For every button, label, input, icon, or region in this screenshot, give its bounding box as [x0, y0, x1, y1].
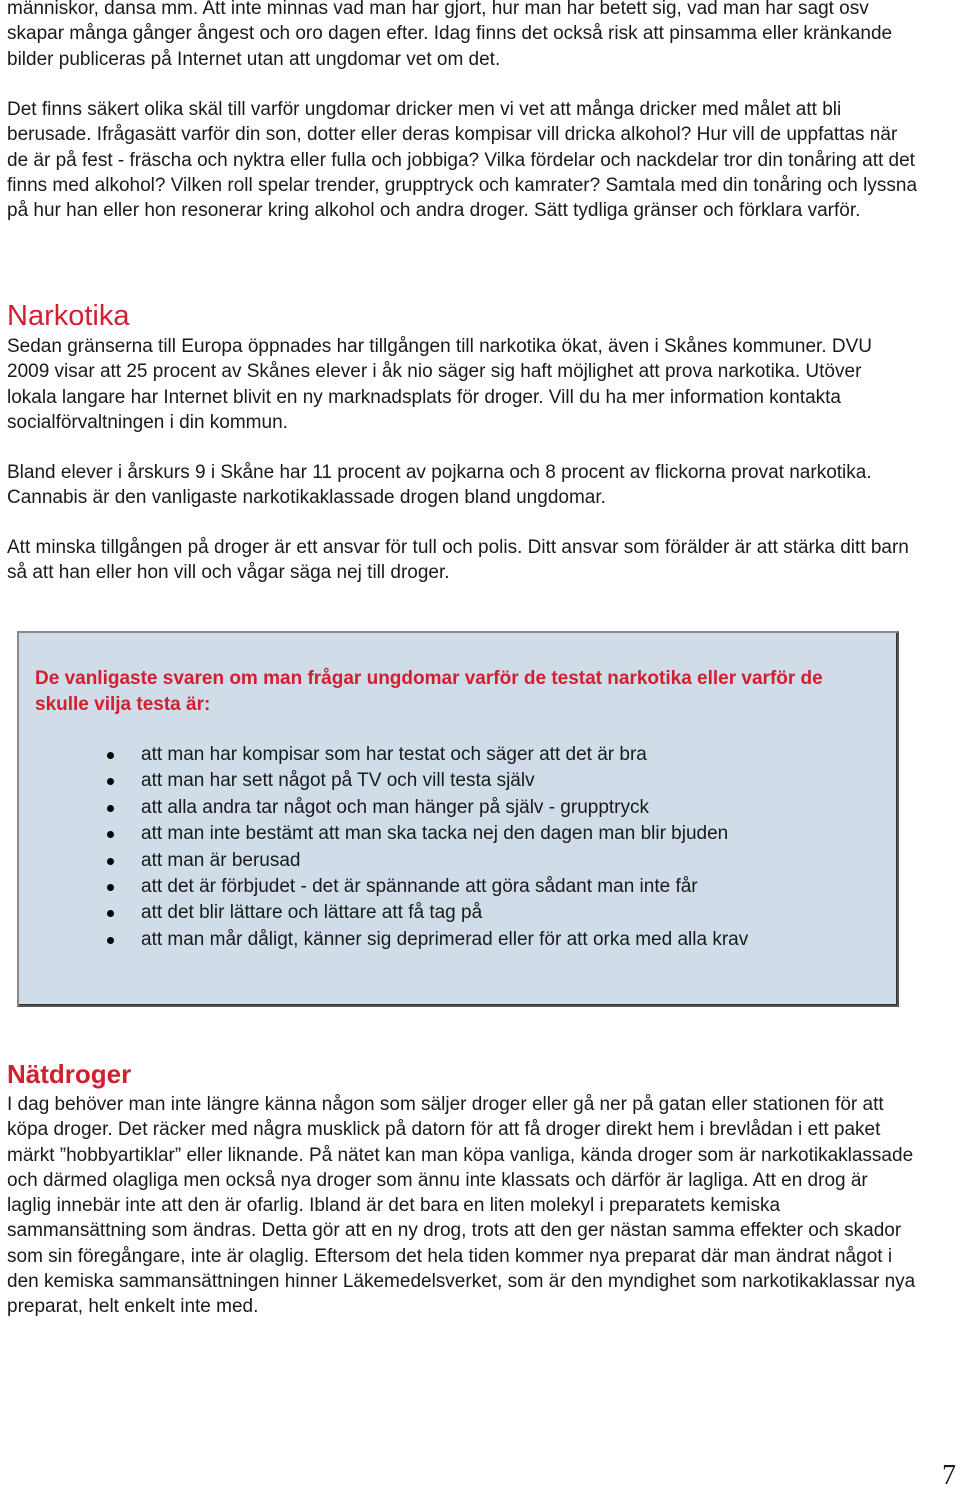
- bullet-icon: [107, 778, 114, 785]
- list-item-text: att det blir lättare och lättare att få tag på: [141, 902, 483, 924]
- list-item-text: att alla andra tar något och man hänger på själv - grupptryck: [141, 796, 650, 818]
- list-item-text: att man inte bestämt att man ska tacka nej den dagen man blir bjuden: [141, 823, 729, 845]
- list-item-text: att man har kompisar som har testat och säger att det är bra: [141, 744, 647, 765]
- list-item: [19, 927, 879, 953]
- list-item-text: att man är berusad: [141, 849, 301, 871]
- narkotika-paragraph-2: Bland elever i årskurs 9 i Skåne har 11 procent av pojkarna och 8 procent av flickorna provat narkotika. Cannabis är den vanligaste narkotikaklassade drogen bland ungdomar.: [7, 462, 872, 509]
- list-item: [19, 795, 879, 821]
- list-item: [19, 768, 879, 794]
- bullet-icon: [107, 884, 114, 891]
- narkotika-paragraph-3: Att minska tillgången på droger är ett ansvar för tull och polis. Ditt ansvar som förälder är att stärka ditt barn så att han eller hon vill och vågar säga nej till droger.: [7, 537, 909, 584]
- intro-paragraph-1: människor, dansa mm. Att inte minnas vad man har gjort, hur man har betett sig, vad man har sagt osv skapar många gånger ångest och oro dagen efter. Idag finns det också risk att pinsamma eller kränkande bilder publiceras på Internet utan att ungdomar vet om det.: [7, 0, 893, 70]
- list-item-text: att det är förbjudet - det är spännande att göra sådant man inte får: [141, 876, 698, 898]
- page-number: 7: [942, 1460, 956, 1491]
- bullet-icon: [107, 858, 114, 865]
- section-heading-narkotika: Narkotika: [7, 300, 130, 332]
- reasons-callout-box: [17, 631, 899, 1007]
- intro-paragraph-2: Det finns säkert olika skäl till varför ungdomar dricker men vi vet att många dricker med målet att bli berusade. Ifrågasätt varför din son, dotter eller deras kompisar vill dricka alkohol? Hur vill de uppfattas när de är på fest - fräscha och nyktra eller fulla och jobbiga? Vilka fördelar och nackdelar tror din tonåring att det finns med alkohol? Vilken roll spelar trender, grupptryck och kamrater? Samtala med din tonåring och lyssna på hur han eller hon resonerar kring alkohol och andra droger. Sätt tydliga gränser och förklara varför.: [7, 99, 918, 222]
- narkotika-paragraph-1: Sedan gränserna till Europa öppnades har tillgången till narkotika ökat, även i Skånes kommuner. DVU 2009 visar att 25 procent av Skånes elever i åk nio säger sig haft möjlighet att prova narkotika. Utöver lokala langare har Internet blivit en ny marknadsplats för droger. Vill du ha mer information kontakta socialförvaltningen i din kommun.: [7, 336, 873, 433]
- list-item: [19, 742, 879, 768]
- list-item: [19, 900, 879, 926]
- list-item-text: att man har sett något på TV och vill testa själv: [141, 770, 535, 792]
- reasons-list: [19, 742, 879, 953]
- section-heading-natdroger: Nätdroger: [7, 1059, 132, 1089]
- bullet-icon: [107, 910, 114, 917]
- list-item-text: att man mår dåligt, känner sig deprimerad eller för att orka med alla krav: [141, 928, 749, 950]
- bullet-icon: [107, 831, 114, 838]
- bullet-icon: [107, 805, 114, 812]
- list-item: [19, 874, 879, 900]
- callout-title: De vanligaste svaren om man frågar ungdomar varför de testat narkotika eller varför de skulle vilja testa är:: [35, 668, 823, 715]
- bullet-icon: [107, 937, 114, 944]
- list-item: [19, 848, 879, 874]
- list-item: [19, 821, 879, 847]
- natdroger-paragraph: I dag behöver man inte längre känna någon som säljer droger eller gå ner på gatan eller stationen för att köpa droger. Det räcker med några musklick på datorn för att få droger direkt hem i brevlådan i ett paket märkt ”hobbyartiklar” eller liknande. På nätet kan man köpa vanliga, kända droger som är narkotikaklassade och därmed olagliga men också nya droger som ännu inte klassats och därför är lagliga. Att en drog är laglig innebär inte att den är ofarlig. Ibland är det bara en liten molekyl i preparatets kemiska sammansättning som ändras. Detta gör att en ny drog, trots att den ger nästan samma effekter och skador som sin föregångare, inte är olaglig. Eftersom det hela tiden kommer nya preparat där man ändrat något i den kemiska sammansättningen hinner Läkemedelsverket, som är den myndighet som narkotikaklassar nya preparat, helt enkelt inte med.: [7, 1094, 916, 1318]
- bullet-icon: [107, 752, 114, 759]
